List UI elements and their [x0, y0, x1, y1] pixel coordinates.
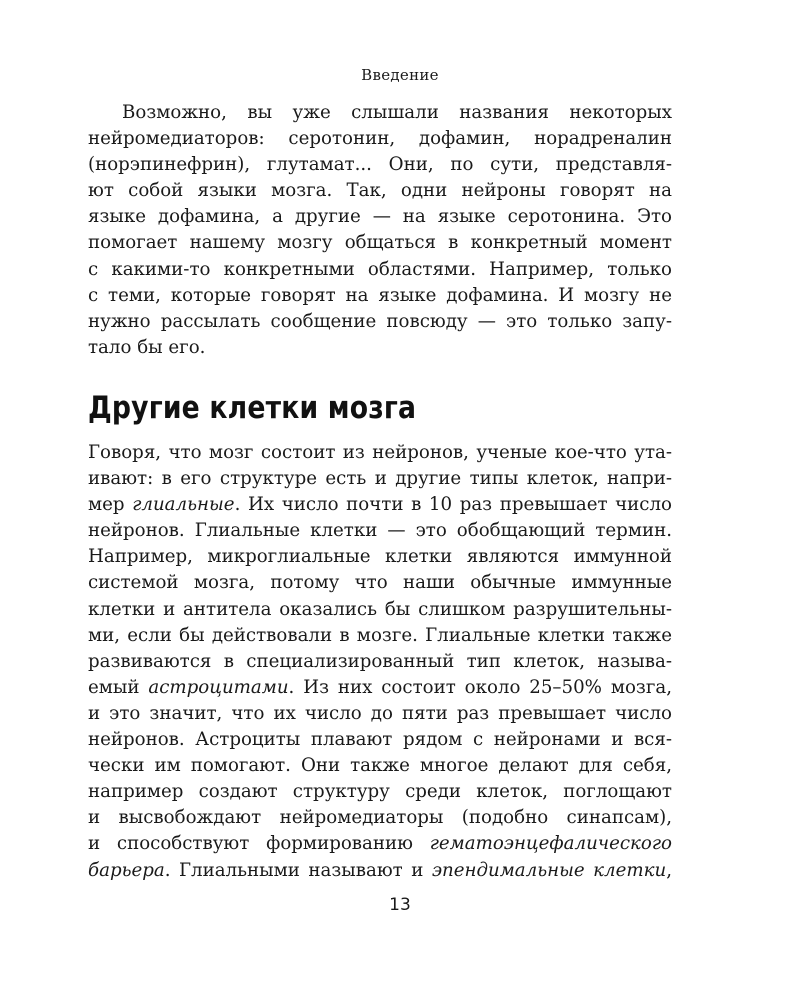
- text-fragment: . Их число почти в 10 раз превышает число: [234, 494, 672, 516]
- italic-term: глиальные: [132, 494, 235, 516]
- text-line: нейронов. Астроциты плавают рядом с нейронами и вся-: [88, 729, 672, 751]
- text-line: системой мозга, потому что наши обычные иммунные: [88, 572, 672, 594]
- text-line: [88, 858, 672, 884]
- italic-term: эпендимальные клетки: [431, 859, 667, 881]
- text-line: Возможно, вы уже слышали названия некоторых: [122, 102, 672, 123]
- text-line: нейронов. Глиальные клетки — это обобщающий термин.: [88, 520, 672, 542]
- text-fragment: . Из них состоит около 25–50% мозга,: [288, 676, 672, 698]
- text-line: [88, 675, 672, 701]
- text-line: (норэпинефрин), глутамат... Они, по сути, представля-: [88, 154, 672, 176]
- paragraph-2: [88, 440, 672, 884]
- text-line: ивают: в его структуре есть и другие типы клеток, напри-: [88, 468, 672, 490]
- text-line: развиваются в специализированный тип клеток, называ-: [88, 650, 672, 672]
- text-line: [88, 492, 672, 518]
- paragraph-1: [88, 100, 672, 361]
- text-line: с какими-то конкретными областями. Например, только: [88, 258, 672, 280]
- text-line: нужно рассылать сообщение повсюду — это только запу-: [88, 310, 672, 332]
- text-fragment: . Глиальными называют и: [164, 859, 432, 881]
- section-heading: Другие клетки мозга: [88, 390, 417, 426]
- text-line: [88, 831, 672, 857]
- text-fragment: мер: [88, 494, 133, 516]
- text-line: и это значит, что их число до пяти раз превышает число: [88, 702, 672, 724]
- italic-term: гематоэнцефалического: [429, 833, 672, 855]
- text-fragment: емый: [88, 676, 149, 698]
- italic-term: астроцитами: [148, 676, 289, 698]
- text-line: ют собой языки мозга. Так, одни нейроны говорят на: [88, 180, 672, 202]
- text-line: нейромедиаторов: серотонин, дофамин, норадреналин: [88, 128, 672, 150]
- page-number: 13: [389, 895, 411, 915]
- text-line: ми, если бы действовали в мозге. Глиальные клетки также: [88, 624, 672, 646]
- text-line: и высвобождают нейромедиаторы (подобно синапсам),: [88, 807, 672, 829]
- text-line: Например, микроглиальные клетки являются иммунной: [88, 546, 672, 568]
- text-line: например создают структуру среди клеток, поглощают: [88, 781, 672, 803]
- text-line: тало бы его.: [88, 336, 206, 358]
- text-line: чески им помогают. Они также многое делают для себя,: [88, 755, 672, 777]
- text-fragment: ,: [666, 859, 672, 881]
- running-head: Введение: [361, 66, 439, 84]
- text-line: клетки и антитела оказались бы слишком разрушительны-: [88, 598, 672, 620]
- italic-term: барьера: [88, 859, 165, 881]
- text-line: Говоря, что мозг состоит из нейронов, ученые кое-что ута-: [88, 442, 672, 463]
- text-line: с теми, которые говорят на языке дофамина. И мозгу не: [88, 284, 672, 306]
- text-line: языке дофамина, а другие — на языке серотонина. Это: [88, 206, 672, 228]
- text-fragment: и способствуют формированию: [88, 833, 430, 855]
- text-line: помогает нашему мозгу общаться в конкретный момент: [88, 232, 672, 254]
